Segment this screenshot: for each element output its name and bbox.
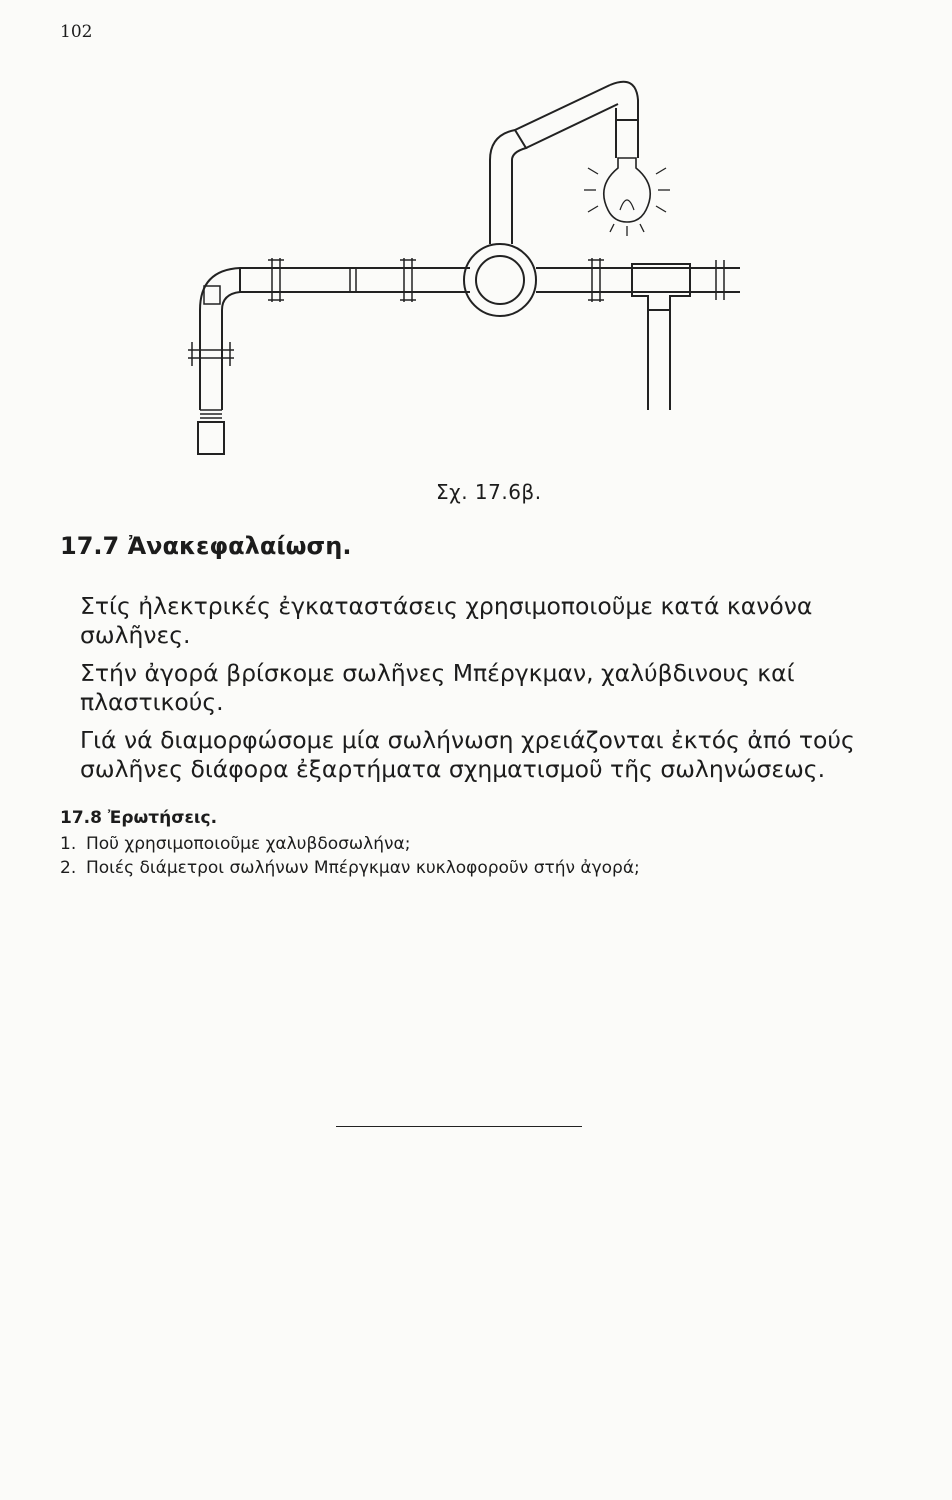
- clip-1: [268, 258, 284, 302]
- question-text: Ποιές διάμετροι σωλήνων Μπέργκμαν κυκλοφοροῦν στήν ἀγορά;: [86, 858, 640, 878]
- clip-vertical: [188, 342, 234, 366]
- tee-down-pipe: [648, 310, 670, 410]
- question-number: 2.: [60, 858, 77, 878]
- light-rays: [584, 168, 670, 236]
- diagonal-pipe: [515, 85, 618, 148]
- pipe-end-sleeve: [198, 422, 224, 454]
- question-item: [60, 832, 640, 856]
- upper-elbow-1: [490, 130, 526, 160]
- clip-4: [716, 260, 724, 300]
- section-heading: 17.7 Ἀνακεφαλαίωση.: [60, 532, 352, 560]
- horizontal-pipe-left: [240, 268, 470, 292]
- horizontal-pipe-right: [536, 268, 740, 292]
- question-item: [60, 856, 640, 880]
- question-number: 1.: [60, 834, 77, 854]
- page-number: 102: [60, 22, 93, 42]
- clip-3: [588, 258, 604, 302]
- end-divider: [336, 1126, 582, 1127]
- question-text: Ποῦ χρησιμοποιοῦμε χαλυβδοσωλήνα;: [86, 834, 411, 854]
- clip-2: [400, 258, 416, 302]
- questions-heading: 17.8 Ἐρωτήσεις.: [60, 808, 218, 828]
- corrugated-section: [200, 410, 222, 422]
- upper-elbow-2: [610, 82, 638, 120]
- left-vertical-pipe: [200, 310, 222, 410]
- questions-list: [60, 832, 640, 880]
- figure-caption: Σχ. 17.6β.: [436, 480, 542, 504]
- junction-box: [464, 244, 536, 316]
- tee-fitting: [632, 264, 690, 310]
- summary-body: [80, 592, 880, 793]
- coupling-1: [350, 268, 356, 292]
- pipe-installation-figure: [170, 60, 770, 460]
- paragraph: Γιά νά διαμορφώσομε μία σωλήνωση χρειάζονται ἐκτός ἀπό τούς σωλῆνες διάφορα ἐξαρτήματα σχηματισμοῦ τῆς σωληνώσεως.: [80, 726, 855, 783]
- paragraph: Στίς ἠλεκτρικές ἐγκαταστάσεις χρησιμοποιοῦμε κατά κανόνα σωλῆνες.: [80, 592, 813, 649]
- light-bulb: [604, 158, 650, 222]
- riser-pipe: [490, 160, 512, 244]
- lamp-drop-pipe: [616, 120, 638, 158]
- paragraph: Στήν ἀγορά βρίσκομε σωλῆνες Μπέργκμαν, χαλύβδινους καί πλαστικούς.: [80, 659, 795, 716]
